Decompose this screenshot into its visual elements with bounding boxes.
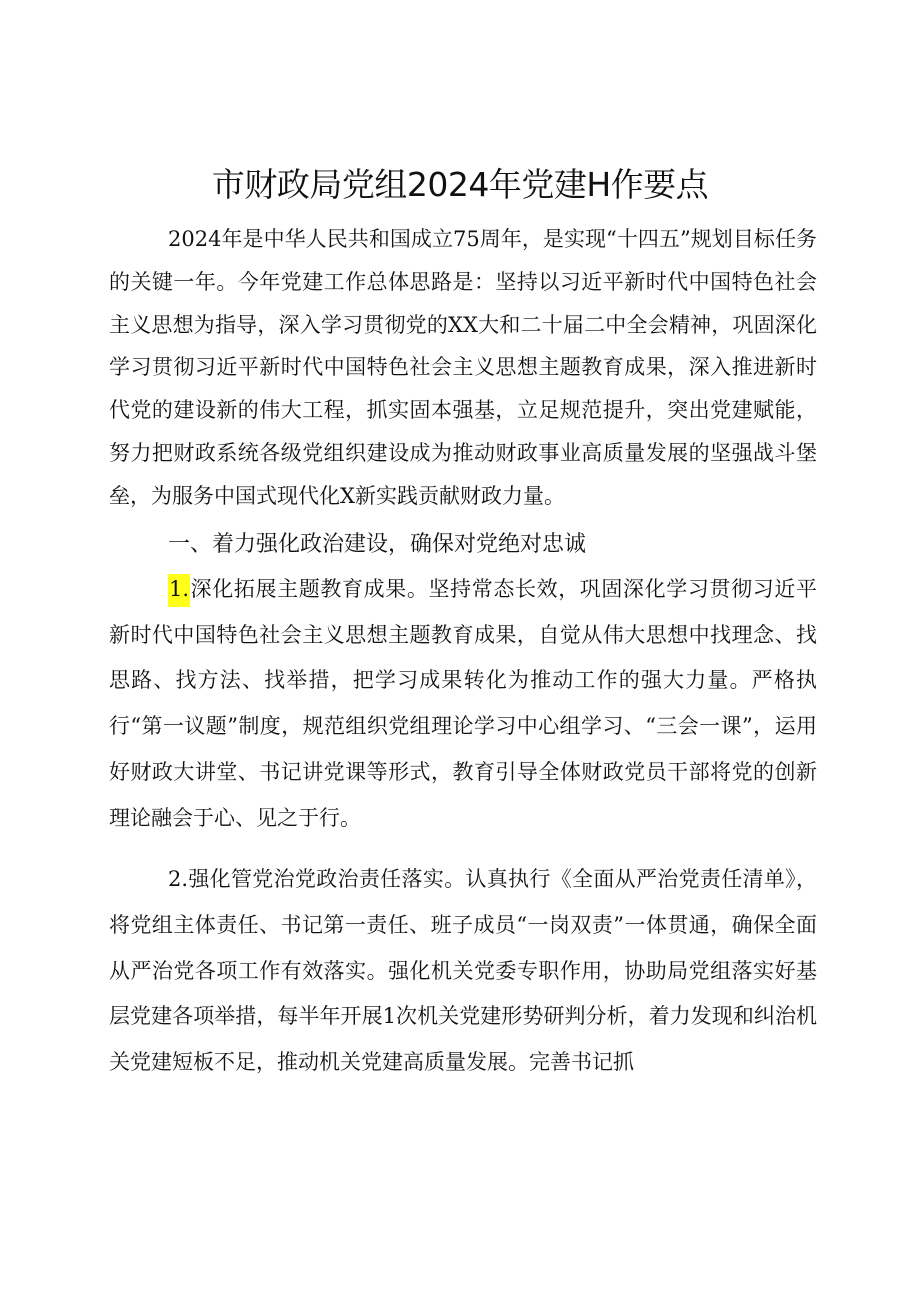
- item-1-text: 深化拓展主题教育成果。坚持常态长效，巩固深化学习贯彻习近平新时代中国特色社会主义思想主题教育成果，自觉从伟大思想中找理念、找思路、找方法、找举措，把学习成果转化为推动工作的强大力量。严格执行“第一议题”制度，规范组织党组理论学习中心组学习、“三会一课”，运用好财政大讲堂、书记讲党课等形式，教育引导全体财政党员干部将党的创新理论融会于心、见之于行。: [109, 577, 817, 830]
- intro-paragraph: 2024年是中华人民共和国成立75周年，是实现“十四五”规划目标任务的关键一年。今年党建工作总体思路是：坚持以习近平新时代中国特色社会主义思想为指导，深入学习贯彻党的XX大和二十届二中全会精神，巩固深化学习贯彻习近平新时代中国特色社会主义思想主题教育成果，深入推进新时代党的建设新的伟大工程，抓实固本强基，立足规范提升，突出党建赋能，努力把财政系统各级党组织建设成为推动财政事业高质量发展的坚强战斗堡垒，为服务中国式现代化X新实践贡献财政力量。: [109, 227, 817, 508]
- document-title: 市财政局党组2024年党建H作要点: [211, 165, 709, 204]
- highlighted-item-number: 1.: [168, 574, 190, 607]
- item-2-paragraph: 2.强化管党治党政治责任落实。认真执行《全面从严治党责任清单》，将党组主体责任、书记第一责任、班子成员“一岗双责”一体贯通，确保全面从严治党各项工作有效落实。强化机关党委专职作用，协助局党组落实好基层党建各项举措，每半年开展1次机关党建形势研判分析，着力发现和纠治机关党建短板不足，推动机关党建高质量发展。完善书记抓: [109, 867, 817, 1075]
- item-1-paragraph: [109, 567, 817, 841]
- section-heading-1: 一、着力强化政治建设，确保对党绝对忠诚: [168, 532, 587, 557]
